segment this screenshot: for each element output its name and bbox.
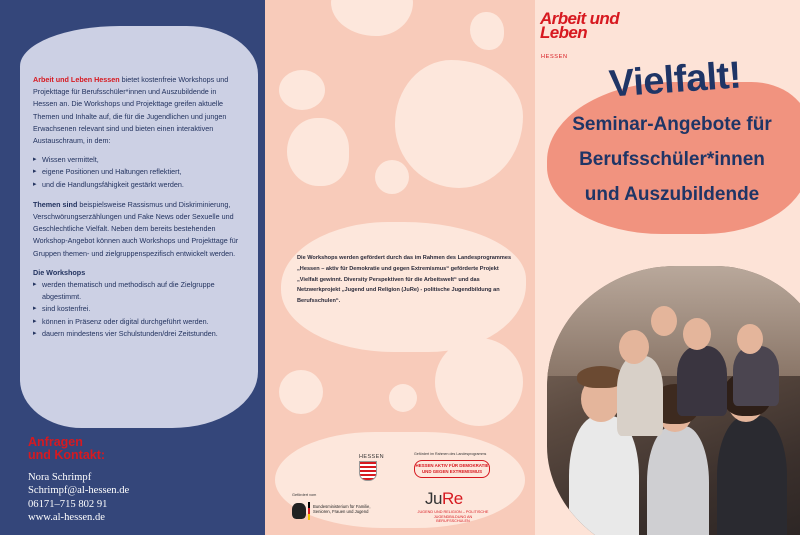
subtitle-line-2: Berufsschüler*innen	[579, 149, 765, 170]
list-item: ▸ Wissen vermittelt,	[33, 154, 241, 166]
subtitle-line-1: Seminar-Angebote für	[572, 114, 772, 135]
intro-paragraph	[33, 74, 241, 147]
left-panel	[0, 0, 265, 535]
workshops-heading-text: Die Workshops	[33, 267, 86, 277]
logo-line-1: Arbeit und	[540, 9, 619, 28]
contact-phone: 06171–715 802 91	[28, 498, 108, 510]
intro-bullet-list	[33, 154, 241, 191]
jure-logo-ju: Ju	[425, 489, 442, 508]
group-photo	[547, 266, 800, 535]
contact-name: Nora Schrimpf	[28, 472, 92, 483]
workshops-bullet-list	[33, 279, 241, 340]
themes-heading: Themen sind	[33, 199, 78, 209]
person-shape	[733, 346, 779, 406]
logo-line-2: Leben	[540, 23, 588, 42]
contact-heading-line-2: und Kontakt:	[28, 448, 106, 462]
intro-text: bietet kostenfreie Workshops und Projekttage für Berufsschüler*innen und Auszubildende in Hessen an. Die Workshops und Projekttage greifen aktuelle Themen und Inhalte auf, die für die Jugendlichen und jungen Erwachsenen relevant sind und bieten einen interaktiven Austauschraum, in dem:	[33, 75, 229, 146]
person-face	[619, 330, 649, 364]
federal-eagle-icon	[292, 503, 306, 519]
person-face	[651, 306, 677, 336]
subtitle-line-3: und Auszubildende	[584, 184, 760, 205]
jure-logo	[425, 489, 463, 509]
list-item: ▸ sind kostenfrei.	[33, 303, 241, 315]
jure-subtitle: JUGEND UND RELIGION – POLITISCHE JUGENDBILDUNG AN BERUFSSCHULEN	[417, 510, 489, 524]
hessen-label: HESSEN	[359, 454, 385, 460]
decor-blob	[395, 60, 523, 188]
jure-logo-re: Re	[441, 489, 463, 508]
contact-website[interactable]: www.al-hessen.de	[28, 512, 105, 524]
program-label: Gefördert im Rahmen des Landesprogramms	[414, 452, 487, 456]
contact-heading-line-1: Anfragen	[28, 435, 83, 449]
themes-paragraph	[33, 199, 241, 260]
person-face	[737, 324, 763, 354]
org-name: Arbeit und Leben Hessen	[33, 75, 120, 84]
themes-text: beispielsweise Rassismus und Diskriminierung, Verschwörungserzählungen und Fake News oder Sexuelle und Geschlechtliche Vielfalt. Neben dem bereits bestehenden Workshop-Angebot können auch Workshops und Projekttage für Gruppen themen- und zielgruppenspezifisch entwickelt werden.	[33, 199, 239, 258]
list-item: ▸ können in Präsenz oder digital durchgeführt werden.	[33, 316, 241, 328]
list-item: ▸ dauern mindestens vier Schulstunden/drei Zeitstunden.	[33, 328, 241, 340]
person-shape	[647, 426, 709, 535]
list-item: ▸ werden thematisch und methodisch auf die Zielgruppe abgestimmt.	[33, 279, 241, 303]
workshops-heading	[33, 267, 241, 279]
contact-details	[28, 471, 129, 525]
decor-blob	[435, 338, 523, 426]
hessen-crest-icon	[359, 461, 377, 481]
decor-blob	[331, 0, 413, 36]
contact-heading	[28, 436, 178, 462]
logo-subtitle: HESSEN	[541, 54, 568, 60]
funding-text: Die Workshops werden gefördert durch das im Rahmen des Landesprogrammes „Hessen – aktiv für Demokratie und gegen Extremismus“ geförderte Projekt „Vielfalt gewinnt. Diversity Perspektiven für die Arbeitswelt“ und das Netzwerkprojekt „Jugend und Religion (JuRe) - politische Jugendbildung an Berufsschulen“.	[297, 255, 512, 305]
page-subtitle	[541, 107, 800, 212]
list-item: ▸ eigene Positionen und Haltungen reflektiert,	[33, 166, 241, 178]
list-item: ▸ und die Handlungsfähigkeit gestärkt werden.	[33, 179, 241, 191]
decor-blob	[287, 118, 349, 186]
decor-blob	[375, 160, 409, 194]
decor-blob	[470, 12, 504, 50]
program-logo: HESSEN AKTIV FÜR DEMOKRATIE UND GEGEN EXTREMISMUS	[414, 460, 490, 478]
bmfs-label: Gefördert vom	[292, 493, 317, 497]
person-shape	[677, 346, 727, 416]
bmfs-name: Bundesministerium für Familie, Senioren, Frauen und Jugend	[313, 504, 371, 515]
decor-blob	[389, 384, 417, 412]
arbeit-und-leben-logo	[540, 9, 619, 42]
person-shape	[617, 356, 663, 436]
german-flag-bar-icon	[308, 502, 310, 520]
left-body-text	[33, 74, 241, 348]
page-title: Vielfalt!	[607, 54, 743, 106]
contact-email[interactable]: Schrimpf@al-hessen.de	[28, 485, 130, 497]
sponsor-logos	[265, 438, 535, 535]
person-shape	[717, 416, 787, 535]
person-face	[683, 318, 711, 350]
decor-blob	[279, 70, 325, 110]
decor-blob	[279, 370, 323, 414]
